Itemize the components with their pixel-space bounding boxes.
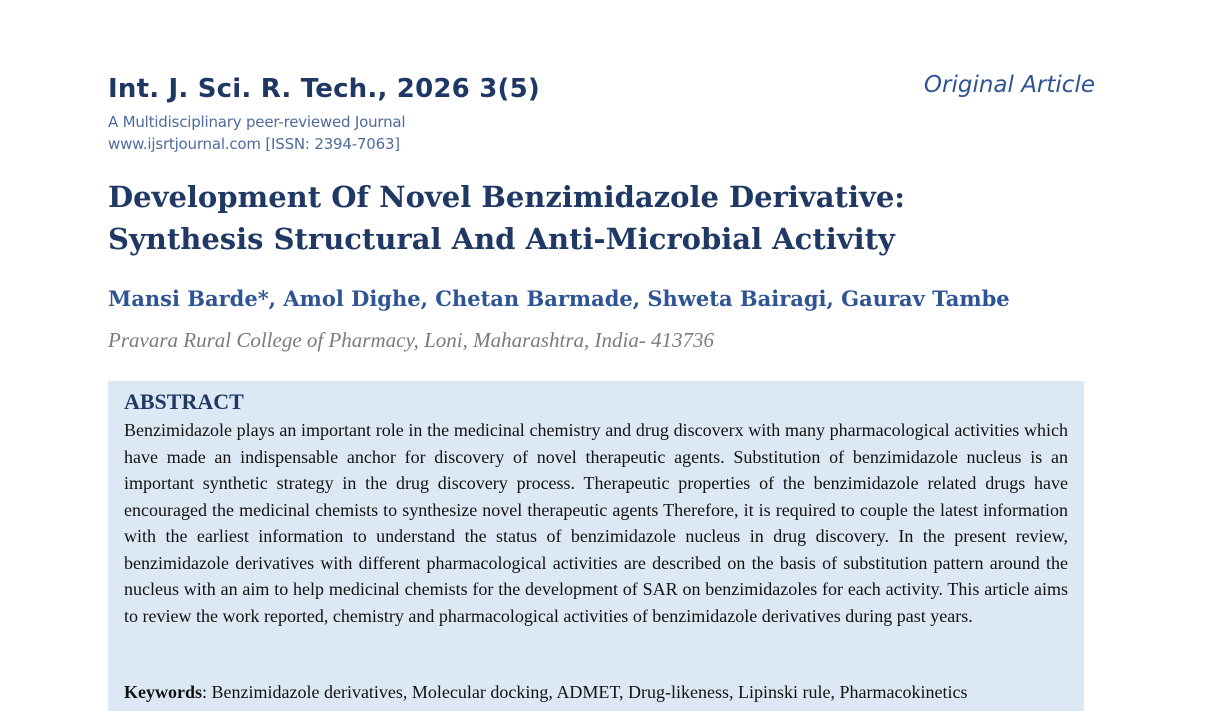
abstract-box <box>108 381 1084 711</box>
journal-website[interactable]: www.ijsrtjournal.com [ISSN: 2394-7063] <box>108 135 400 153</box>
paper-title-line-1: Development Of Novel Benzimidazole Derivative: <box>108 180 905 214</box>
affiliation: Pravara Rural College of Pharmacy, Loni, Maharashtra, India- 413736 <box>108 328 715 352</box>
paper-title <box>108 176 1108 260</box>
journal-tagline: A Multidisciplinary peer-reviewed Journal <box>108 113 406 131</box>
article-type-label: Original Article <box>923 72 1095 98</box>
author-list: Mansi Barde*, Amol Dighe, Chetan Barmade, Shweta Bairagi, Gaurav Tambe <box>108 286 1010 311</box>
abstract-heading: ABSTRACT <box>124 389 244 414</box>
keywords <box>124 679 1068 705</box>
journal-title: Int. J. Sci. R. Tech., 2026 3(5) <box>108 74 540 104</box>
paper-title-line-2: Synthesis Structural And Anti-Microbial Activity <box>108 222 895 256</box>
abstract-text: Benzimidazole plays an important role in the medicinal chemistry and drug discoverx with many pharmacological activities which have made an indispensable anchor for discovery of novel therapeutic agents. Substitution of benzimidazole nucleus is an important synthetic strategy in the drug discovery process. Therapeutic properties of the benzimidazole related drugs have encouraged the medicinal chemists to synthesize novel therapeutic agents Therefore, it is required to couple the latest information with the earliest information to understand the status of benzimidazole nucleus in drug discovery. In the present review, benzimidazole derivatives with different pharmacological activities are described on the basis of substitution pattern around the nucleus with an aim to help medicinal chemists for the development of SAR on benzimidazoles for each activity. This article aims to review the work reported, chemistry and pharmacological activities of benzimidazole derivatives during past years. <box>124 420 1068 626</box>
keywords-text: : Benzimidazole derivatives, Molecular docking, ADMET, Drug-likeness, Lipinski rule, Pharmacokinetics <box>202 682 968 702</box>
keywords-label: Keywords <box>124 682 202 702</box>
